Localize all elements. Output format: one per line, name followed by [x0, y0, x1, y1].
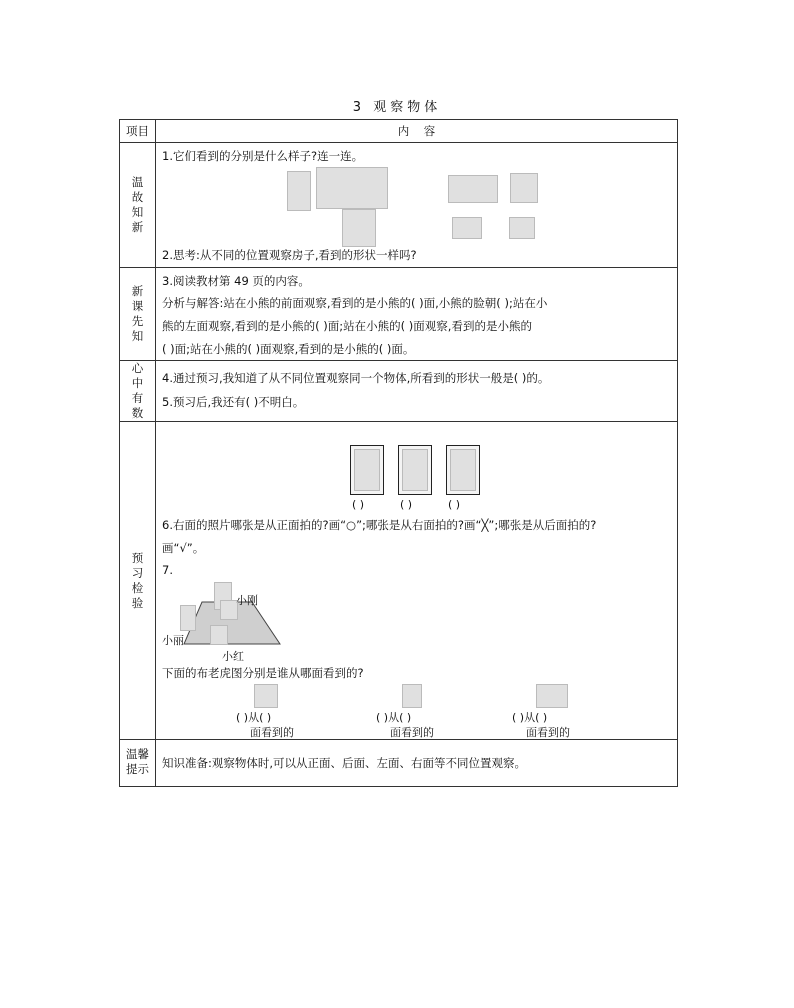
- mind-content: [156, 361, 678, 422]
- name-xiaogang: 小刚: [236, 594, 258, 607]
- analysis-line-1: 分析与解答:站在小熊的前面观察,看到的是小熊的( )面,小熊的脸朝( );站在小: [162, 296, 548, 310]
- answer-2-line: ( )从( ): [376, 711, 412, 724]
- section-label-review-text: 温故知新: [131, 175, 144, 234]
- photo-3-image: [450, 449, 476, 491]
- photo-1-answer: ( ): [352, 498, 365, 511]
- dog-illustration: [342, 209, 376, 247]
- answer-3-line: ( )从( ): [512, 711, 548, 724]
- section-label-check-text: 预习检验: [131, 550, 144, 610]
- question-1: 1.它们看到的分别是什么样子?连一连。: [162, 149, 364, 163]
- answer-3-tail: 面看到的: [526, 726, 570, 739]
- section-tips: [120, 740, 678, 787]
- page-title: 3 观察物体: [352, 100, 442, 115]
- section-label-mind: [120, 361, 156, 422]
- question-7: 7.: [162, 563, 173, 577]
- elephant-illustration: [316, 167, 388, 209]
- name-xiaohong: 小红: [222, 650, 244, 663]
- header-item: 项目: [120, 120, 156, 143]
- photo-1-image: [354, 449, 380, 491]
- question-4: 4.通过预习,我知道了从不同位置观察同一个物体,所看到的形状一般是( )的。: [162, 371, 550, 385]
- section-mind: [120, 361, 678, 422]
- section-label-check: [120, 422, 156, 740]
- girl-illustration: [287, 171, 311, 211]
- analysis-line-3: ( )面;站在小熊的( )面观察,看到的是小熊的( )面。: [162, 342, 415, 356]
- elephant-back-view: [452, 217, 482, 239]
- tiger-view-1: [254, 684, 278, 708]
- photo-2-answer: ( ): [400, 498, 413, 511]
- photo-3-answer: ( ): [448, 498, 461, 511]
- xiaohong-figure: [210, 625, 228, 645]
- section-review: [120, 143, 678, 268]
- answer-2-tail: 面看到的: [390, 726, 434, 739]
- answer-1-line: ( )从( ): [236, 711, 272, 724]
- question-5: 5.预习后,我还有( )不明白。: [162, 395, 305, 409]
- worksheet-table: [119, 119, 678, 787]
- check-content: [156, 422, 678, 740]
- section-label-new: [120, 268, 156, 361]
- section-check: [120, 422, 678, 740]
- question-2: 2.思考:从不同的位置观察房子,看到的形状一样吗?: [162, 248, 417, 262]
- header-content-label: 内 容: [397, 124, 436, 138]
- tiger-view-2: [402, 684, 422, 708]
- section-label-tips-text: 温馨提示: [126, 747, 149, 776]
- photo-2-image: [402, 449, 428, 491]
- name-xiaoli: 小丽: [162, 634, 184, 647]
- section-label-review: [120, 143, 156, 268]
- header-row: [120, 120, 678, 143]
- tips-text: 知识准备:观察物体时,可以从正面、后面、左面、右面等不同位置观察。: [162, 756, 527, 770]
- header-content: [156, 120, 678, 143]
- question-3: 3.阅读教材第 49 页的内容。: [162, 274, 310, 288]
- question-6-line-1: 6.右面的照片哪张是从正面拍的?画“○”;哪张是从右面拍的?画“╳”;哪张是从后面拍的?: [162, 518, 597, 532]
- xiaoli-figure: [180, 605, 196, 631]
- question-7-text: 下面的布老虎图分别是谁从哪面看到的?: [162, 666, 364, 680]
- section-label-mind-text: 心中有数: [131, 361, 144, 420]
- new-content: [156, 268, 678, 361]
- review-content: [156, 143, 678, 268]
- photo-1: [350, 445, 384, 495]
- question-6-line-2: 画“√”。: [162, 541, 205, 555]
- elephant-front-view: [510, 173, 538, 203]
- photo-3: [446, 445, 480, 495]
- elephant-side-view: [448, 175, 498, 203]
- answer-1-tail: 面看到的: [250, 726, 294, 739]
- section-label-new-text: 新课先知: [131, 284, 144, 343]
- photo-2: [398, 445, 432, 495]
- section-new: [120, 268, 678, 361]
- tips-content: [156, 740, 678, 787]
- section-label-tips: [120, 740, 156, 787]
- dog-top-view: [509, 217, 535, 239]
- analysis-line-2: 熊的左面观察,看到的是小熊的( )面;站在小熊的( )面观察,看到的是小熊的: [162, 319, 532, 333]
- tiger-view-3: [536, 684, 568, 708]
